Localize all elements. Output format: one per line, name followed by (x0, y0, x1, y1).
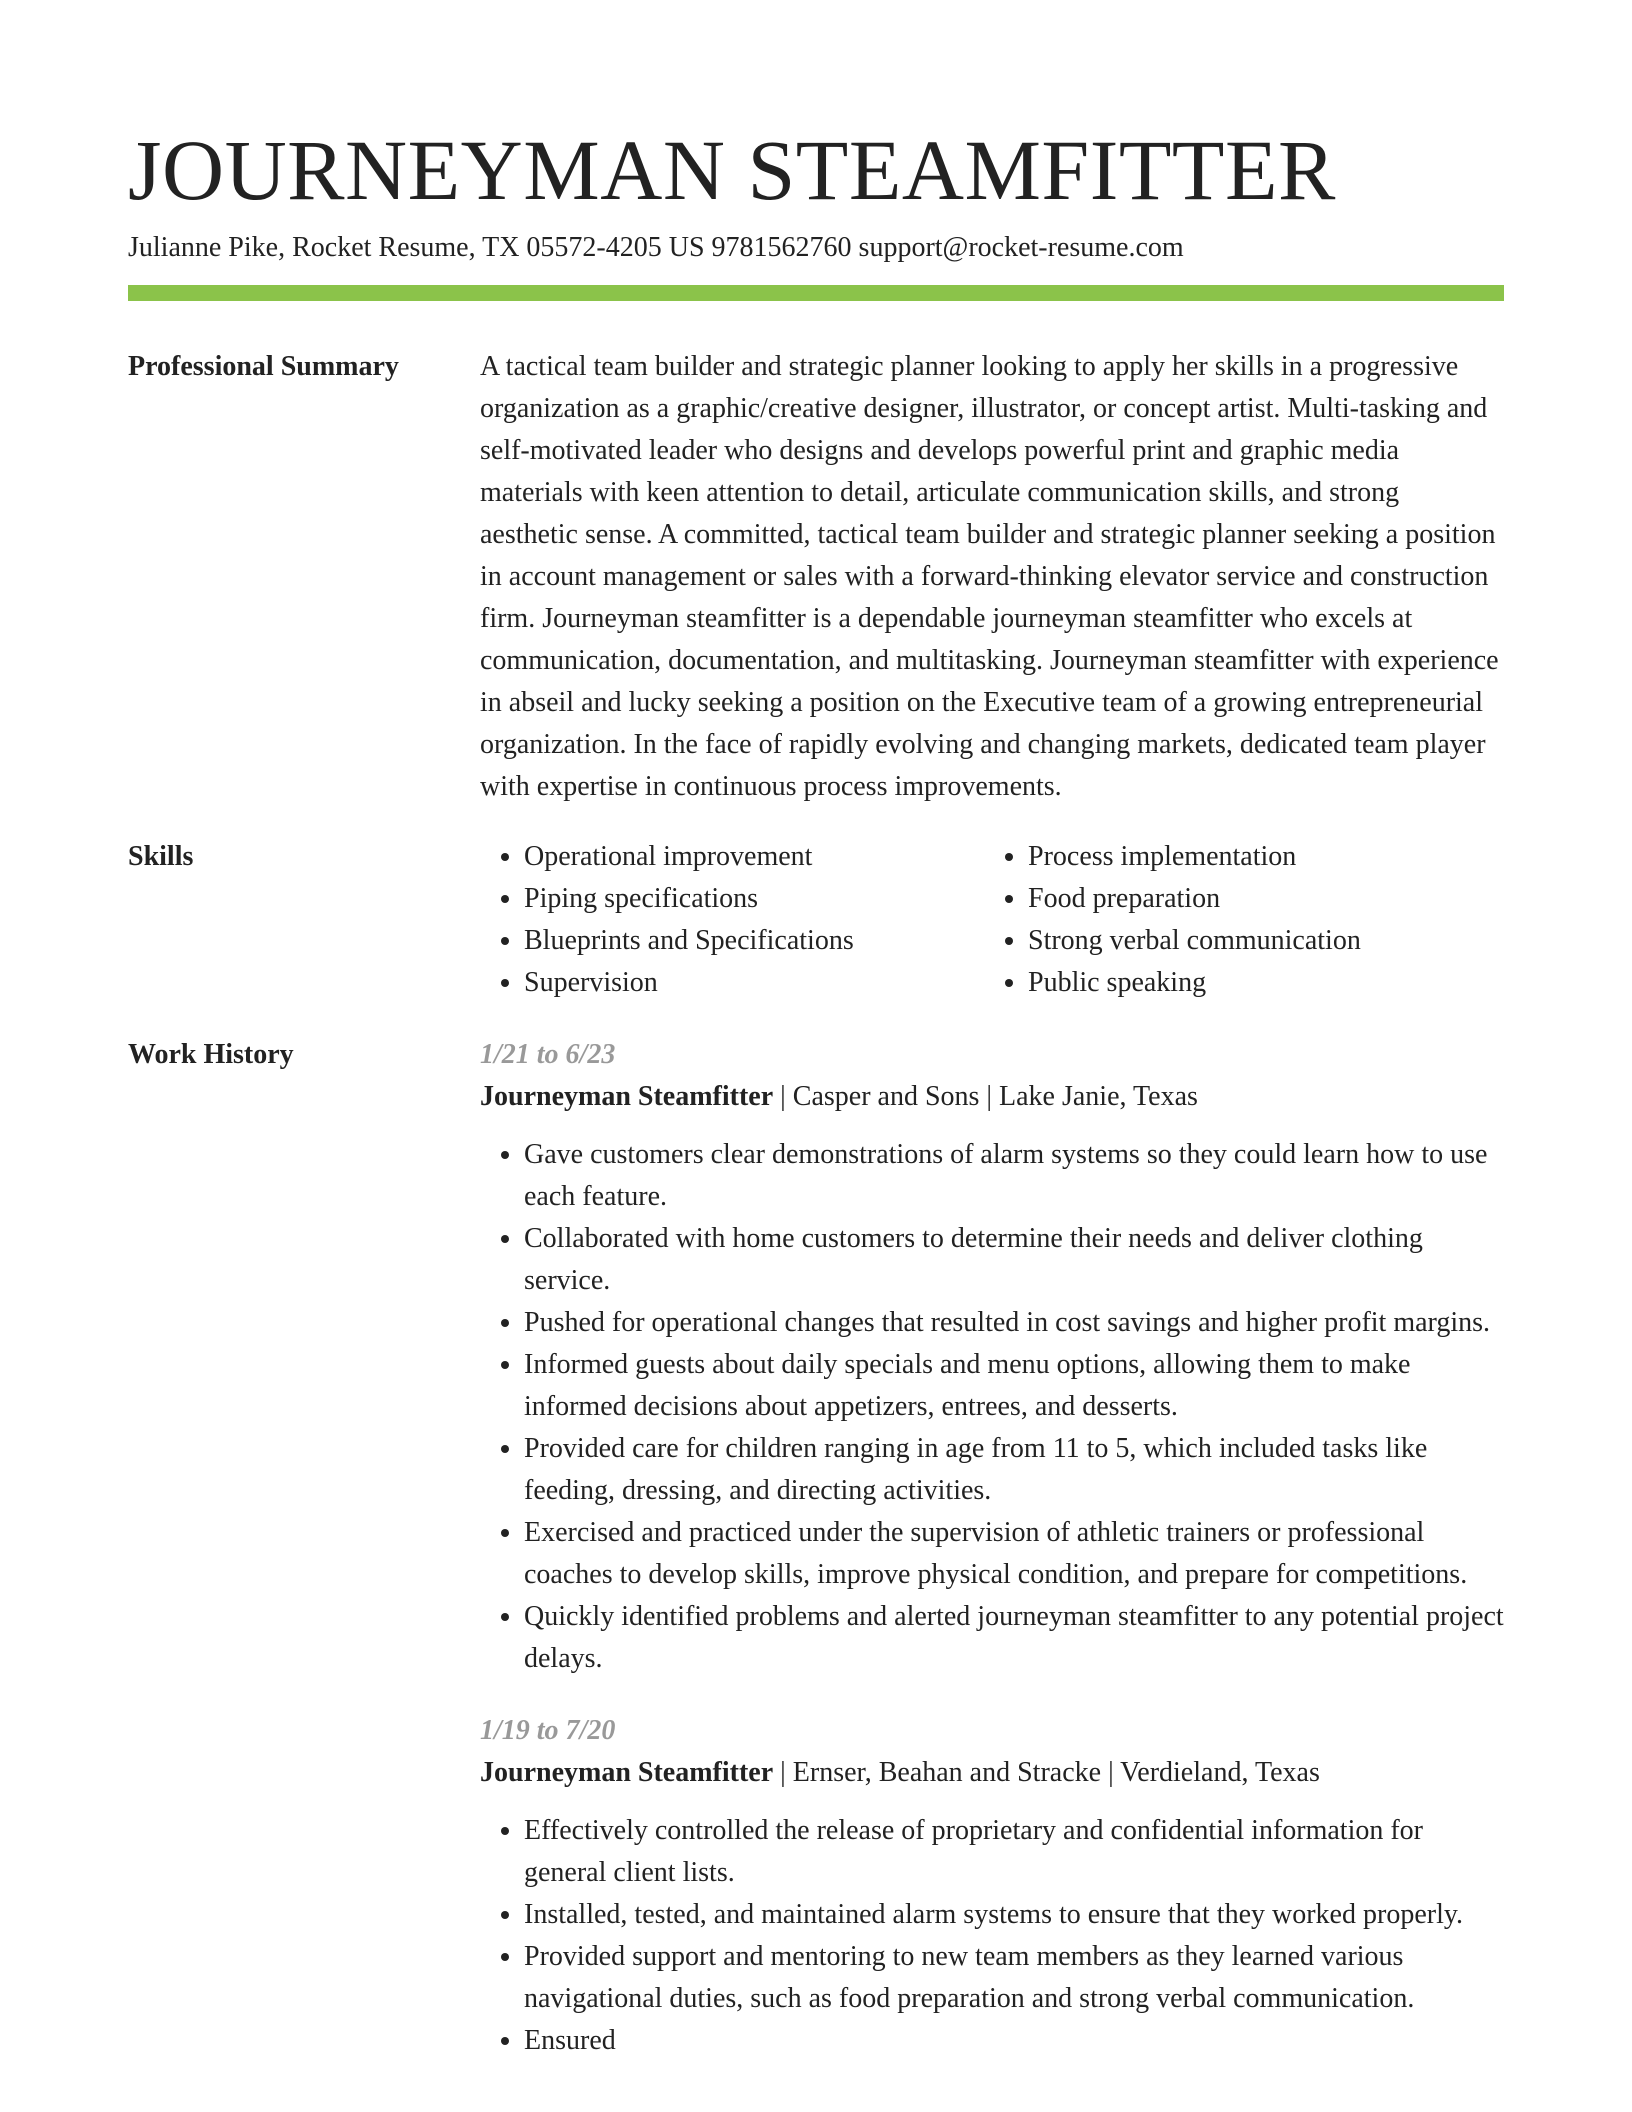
summary-heading: Professional Summary (128, 351, 399, 382)
skill-item: • Food preparation (1028, 878, 1488, 920)
job-bullet: • Collaborated with home customers to determine their needs and deliver clothing service. (524, 1218, 1504, 1302)
skill-item: • Operational improvement (524, 836, 984, 878)
job-dates: 1/19 to 7/20 (480, 1715, 616, 1746)
skills-body (480, 836, 1504, 1004)
job-heading (480, 1076, 1504, 1118)
job-dates: 1/21 to 6/23 (480, 1039, 616, 1070)
job-bullets (480, 1810, 1504, 2062)
job-entry (480, 1034, 1504, 1680)
work-history-body (480, 1034, 1504, 2092)
job-bullet: • Exercised and practiced under the supervision of athletic trainers or professional coaches to develop skills, improve physical condition, and prepare for competitions. (524, 1512, 1504, 1596)
skill-item: • Piping specifications (524, 878, 984, 920)
accent-divider (128, 285, 1504, 301)
skills-column-left (480, 836, 984, 1004)
job-bullet: • Gave customers clear demonstrations of alarm systems so they could learn how to use each feature. (524, 1134, 1504, 1218)
summary-text: A tactical team builder and strategic planner looking to apply her skills in a progressive organization as a graphic/creative designer, illustrator, or concept artist. Multi-tasking and self-motivated leader who designs and develops powerful print and graphic media materials with keen attention to detail, articulate communication skills, and strong aesthetic sense. A committed, tactical team builder and strategic planner seeking a position in account management or sales with a forward-thinking elevator service and construction firm. Journeyman steamfitter is a dependable journeyman steamfitter who excels at communication, documentation, and multitasking. Journeyman steamfitter with experience in abseil and lucky seeking a position on the Executive team of a growing entrepreneurial organization. In the face of rapidly evolving and changing markets, dedicated team player with expertise in continuous process improvements. (480, 351, 1499, 802)
job-details: | Casper and Sons | Lake Janie, Texas (773, 1081, 1198, 1112)
contact-line: Julianne Pike, Rocket Resume, TX 05572-4205 US 9781562760 support@rocket-resume.com (128, 232, 1184, 263)
skill-item: • Supervision (524, 962, 984, 1004)
skill-item: • Process implementation (1028, 836, 1488, 878)
job-bullet: • Informed guests about daily specials and menu options, allowing them to make informed decisions about appetizers, entrees, and desserts. (524, 1344, 1504, 1428)
skills-grid (480, 836, 1504, 1004)
job-heading (480, 1752, 1504, 1794)
job-title: Journeyman Steamfitter (480, 1081, 774, 1112)
job-bullet: • Effectively controlled the release of proprietary and confidential information for general client lists. (524, 1810, 1504, 1894)
job-bullet: • Provided care for children ranging in age from 11 to 5, which included tasks like feeding, dressing, and directing activities. (524, 1428, 1504, 1512)
job-title: Journeyman Steamfitter (480, 1757, 774, 1788)
skills-heading: Skills (128, 841, 194, 872)
job-bullet: • Quickly identified problems and alerted journeyman steamfitter to any potential project delays. (524, 1596, 1504, 1680)
skill-item: • Blueprints and Specifications (524, 920, 984, 962)
skill-item: • Public speaking (1028, 962, 1488, 1004)
job-bullet: • Pushed for operational changes that resulted in cost savings and higher profit margins. (524, 1302, 1504, 1344)
skill-item: • Strong verbal communication (1028, 920, 1488, 962)
job-bullets (480, 1134, 1504, 1680)
job-bullet: • Provided support and mentoring to new team members as they learned various navigational duties, such as food preparation and strong verbal communication. (524, 1936, 1504, 2020)
resume-title: JOURNEYMAN STEAMFITTER (128, 122, 1336, 218)
job-bullet: • Ensured (524, 2020, 1504, 2062)
summary-body (480, 346, 1504, 808)
work-history-heading: Work History (128, 1039, 294, 1070)
job-entry (480, 1710, 1504, 2062)
skills-column-right (984, 836, 1488, 1004)
job-details: | Ernser, Beahan and Stracke | Verdieland, Texas (773, 1757, 1320, 1788)
job-bullet: • Installed, tested, and maintained alarm systems to ensure that they worked properly. (524, 1894, 1504, 1936)
